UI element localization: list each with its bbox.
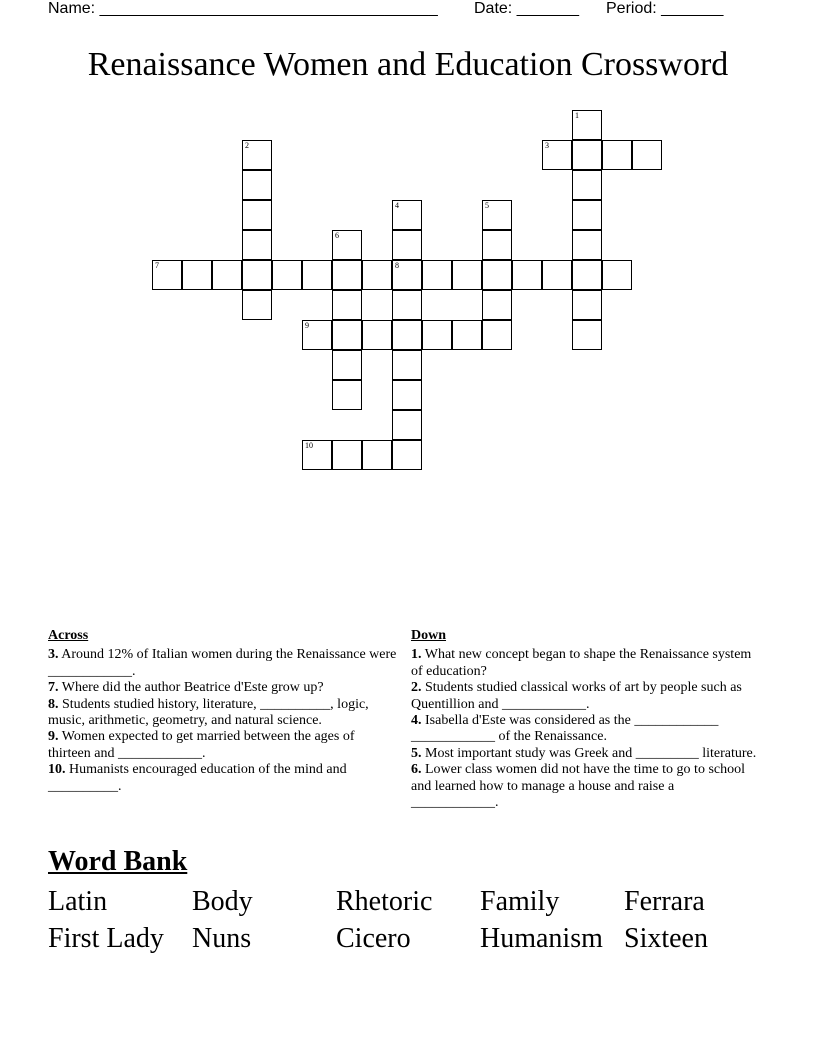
crossword-cell[interactable] <box>302 260 332 290</box>
crossword-cell[interactable] <box>242 140 272 170</box>
clue-number-label: 9 <box>305 321 309 330</box>
crossword-cell[interactable] <box>572 320 602 350</box>
page-title: Renaissance Women and Education Crossword <box>87 46 729 83</box>
clue-number: 9. <box>48 729 59 745</box>
down-heading: Down <box>411 628 447 643</box>
clue-number: 2. <box>411 680 422 696</box>
word-bank-item: Nuns <box>192 923 252 954</box>
clue-number: 7. <box>48 680 59 696</box>
crossword-cell[interactable] <box>332 230 362 260</box>
crossword-cell[interactable] <box>632 140 662 170</box>
crossword-cell[interactable] <box>332 350 362 380</box>
clue-text: Women expected to get married between the ages of thirteen and ____________. <box>48 729 355 761</box>
across-clues <box>48 628 400 795</box>
crossword-cell[interactable] <box>482 260 512 290</box>
clue-number: 1. <box>411 647 422 663</box>
crossword-cell[interactable] <box>212 260 242 290</box>
crossword-cell[interactable] <box>242 260 272 290</box>
clue-text: Most important study was Greek and _________ literature. <box>425 745 757 761</box>
clue-down-4 <box>411 713 763 746</box>
crossword-cell[interactable] <box>332 320 362 350</box>
word-bank-item: Latin <box>48 886 108 917</box>
clue-text: Isabella d'Este was considered as the ____________ ____________ of the Renaissance. <box>411 713 719 745</box>
down-clues <box>411 628 763 811</box>
crossword-cell[interactable] <box>392 290 422 320</box>
clue-number: 4. <box>411 713 422 729</box>
word-bank-item: Humanism <box>480 923 603 954</box>
crossword-cell[interactable] <box>572 260 602 290</box>
clue-number-label: 2 <box>245 141 249 150</box>
crossword-cell[interactable] <box>392 320 422 350</box>
clue-number: 5. <box>411 745 422 761</box>
word-bank-title: Word Bank <box>48 846 188 877</box>
crossword-cell[interactable] <box>482 230 512 260</box>
date-field[interactable]: Date: _______ <box>474 0 579 17</box>
crossword-cell[interactable] <box>482 290 512 320</box>
clue-text: Lower class women did not have the time to go to school and learned how to manage a house and raise a ____________. <box>411 762 745 811</box>
crossword-cell[interactable] <box>452 260 482 290</box>
crossword-cell[interactable] <box>332 380 362 410</box>
clue-text: Students studied history, literature, __________, logic, music, arithmetic, geometry, and natural science. <box>48 696 369 729</box>
crossword-cell[interactable] <box>242 200 272 230</box>
clue-number: 6. <box>411 762 422 778</box>
word-bank-item: First Lady <box>48 923 164 954</box>
crossword-cell[interactable] <box>182 260 212 290</box>
crossword-cell[interactable] <box>482 200 512 230</box>
clue-number-label: 1 <box>575 111 579 120</box>
word-bank-item: Body <box>192 886 253 917</box>
crossword-cell[interactable] <box>242 170 272 200</box>
clue-down-2 <box>411 680 763 713</box>
crossword-cell[interactable] <box>302 440 332 470</box>
clue-text: What new concept began to shape the Renaissance system of education? <box>411 647 752 679</box>
crossword-cell[interactable] <box>392 260 422 290</box>
clue-down-6 <box>411 762 763 811</box>
word-bank-item: Family <box>480 886 560 917</box>
clue-number: 10. <box>48 762 66 778</box>
crossword-cell[interactable] <box>542 140 572 170</box>
crossword-cell[interactable] <box>362 440 392 470</box>
crossword-cell[interactable] <box>392 440 422 470</box>
clue-number-label: 5 <box>485 201 489 210</box>
crossword-grid <box>0 0 816 520</box>
crossword-cell[interactable] <box>302 320 332 350</box>
crossword-cell[interactable] <box>572 110 602 140</box>
clue-across-10 <box>48 762 400 795</box>
clue-number-label: 10 <box>305 441 313 450</box>
clue-number-label: 6 <box>335 231 339 240</box>
crossword-cell[interactable] <box>272 260 302 290</box>
crossword-cell[interactable] <box>422 260 452 290</box>
across-heading: Across <box>48 628 89 643</box>
clue-across-3 <box>48 647 400 680</box>
clue-across-9 <box>48 729 400 762</box>
crossword-cell[interactable] <box>572 140 602 170</box>
clue-text: Students studied classical works of art by people such as Quentillion and ____________. <box>411 680 742 712</box>
clue-text: Around 12% of Italian women during the Renaissance were ____________. <box>48 647 397 679</box>
crossword-cell[interactable] <box>602 140 632 170</box>
word-bank-item: Rhetoric <box>336 886 433 917</box>
clue-text: Where did the author Beatrice d'Este grow up? <box>61 680 324 696</box>
period-field[interactable]: Period: _______ <box>606 0 724 17</box>
crossword-cell[interactable] <box>362 320 392 350</box>
crossword-cell[interactable] <box>602 260 632 290</box>
clue-across-8 <box>48 697 400 730</box>
crossword-cell[interactable] <box>332 440 362 470</box>
crossword-cell[interactable] <box>392 230 422 260</box>
crossword-cell[interactable] <box>572 170 602 200</box>
crossword-cell[interactable] <box>152 260 182 290</box>
crossword-cell[interactable] <box>572 230 602 260</box>
name-field[interactable]: Name: ______________________________________ <box>48 0 438 17</box>
crossword-cell[interactable] <box>392 350 422 380</box>
clue-text: Humanists encouraged education of the mind and __________. <box>48 762 347 794</box>
crossword-cell[interactable] <box>482 320 512 350</box>
crossword-cell[interactable] <box>242 230 272 260</box>
clue-down-5 <box>411 746 763 762</box>
crossword-cell[interactable] <box>392 380 422 410</box>
clue-number-label: 4 <box>395 201 399 210</box>
clue-number: 3. <box>48 647 59 663</box>
crossword-cell[interactable] <box>332 260 362 290</box>
word-bank-item: Cicero <box>336 923 411 954</box>
word-bank-item: Ferrara <box>624 886 705 917</box>
clue-down-1 <box>411 647 763 680</box>
clue-across-7 <box>48 680 400 696</box>
crossword-cell[interactable] <box>362 260 392 290</box>
crossword-cell[interactable] <box>512 260 542 290</box>
clue-number-label: 7 <box>155 261 159 270</box>
crossword-cell[interactable] <box>332 290 362 320</box>
clue-number-label: 8 <box>395 261 399 270</box>
clue-number: 8. <box>48 696 59 712</box>
crossword-cell[interactable] <box>542 260 572 290</box>
crossword-cell[interactable] <box>572 200 602 230</box>
crossword-cell[interactable] <box>392 410 422 440</box>
crossword-cell[interactable] <box>392 200 422 230</box>
crossword-cell[interactable] <box>572 290 602 320</box>
word-bank-item: Sixteen <box>624 923 708 954</box>
crossword-cell[interactable] <box>452 320 482 350</box>
crossword-cell[interactable] <box>422 320 452 350</box>
crossword-cell[interactable] <box>242 290 272 320</box>
clue-number-label: 3 <box>545 141 549 150</box>
